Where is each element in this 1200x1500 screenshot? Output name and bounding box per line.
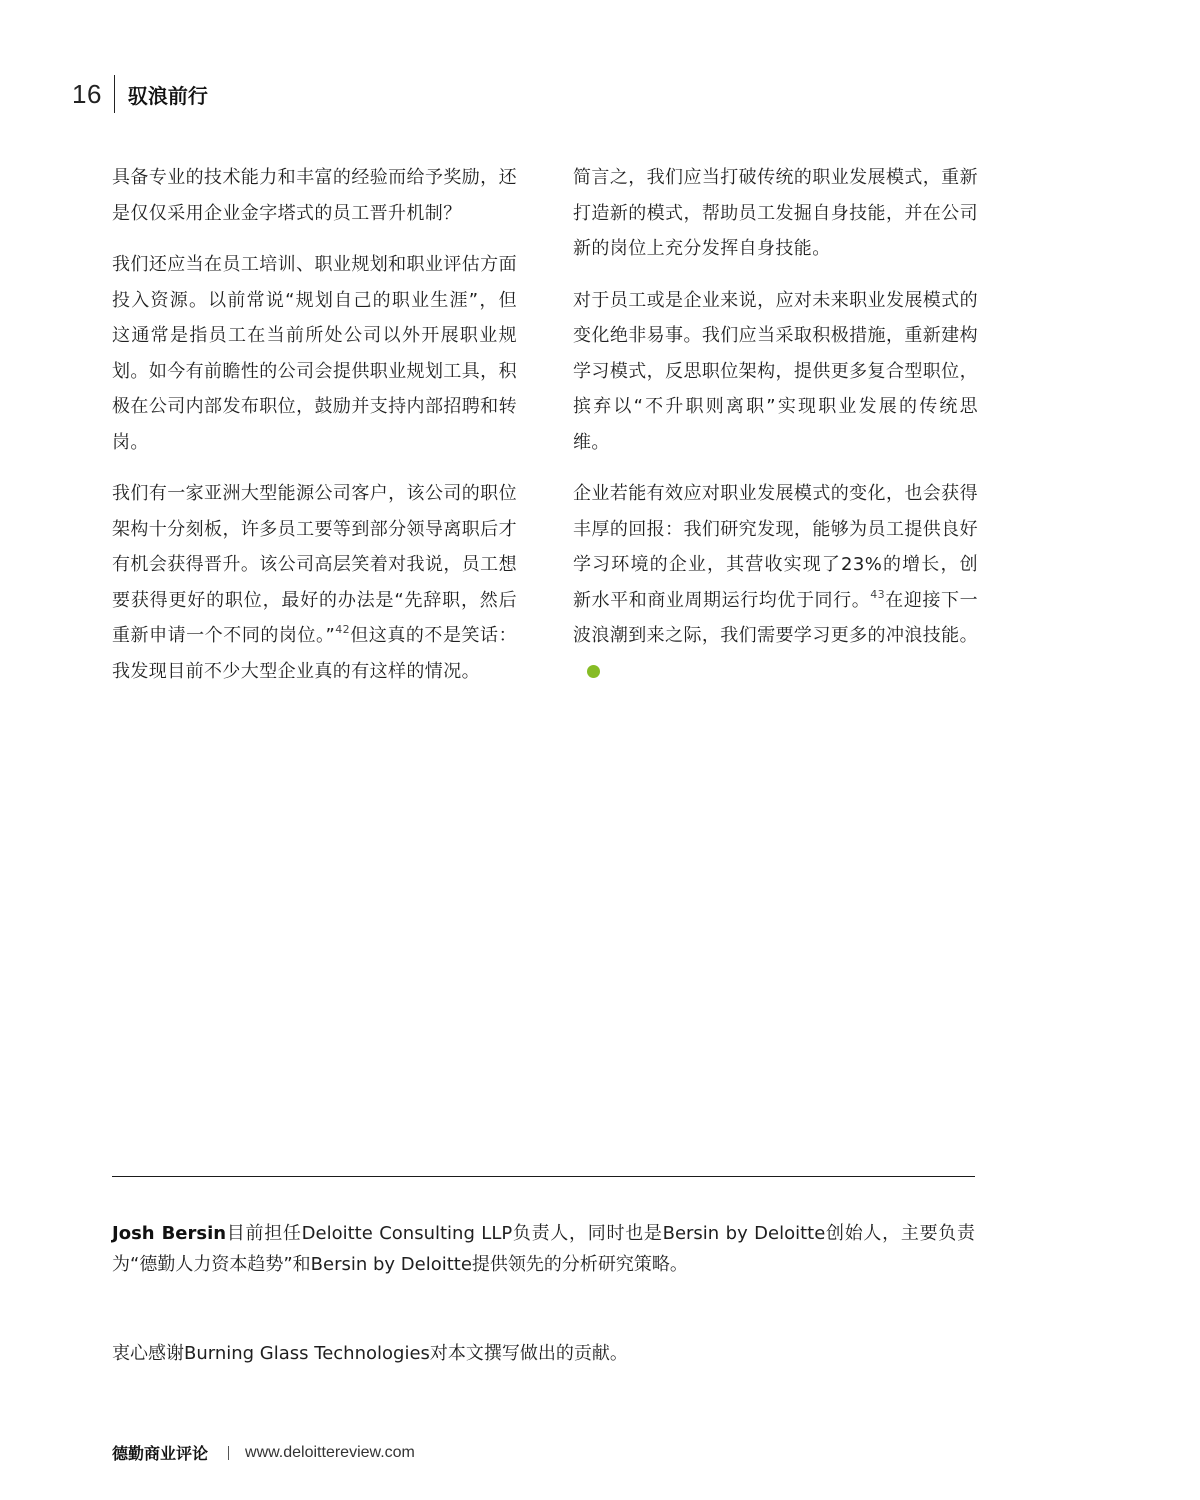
author-name: Josh Bersin — [112, 1223, 227, 1244]
page-number: 16 — [72, 78, 102, 109]
footnote-43[interactable]: 43 — [870, 587, 886, 601]
header-divider — [114, 75, 115, 113]
section-title: 驭浪前行 — [127, 83, 208, 108]
right-paragraph-3 — [573, 476, 978, 689]
footnote-42[interactable]: 42 — [335, 623, 351, 636]
right-paragraph-1: 简言之，我们应当打破传统的职业发展模式，重新打造新的模式，帮助员工发掘自身技能，并在公司新的岗位上充分发挥自身技能。 — [573, 167, 978, 259]
acknowledgement: 衷心感谢Burning Glass Technologies对本文撰写做出的贡献。 — [112, 1343, 628, 1364]
page-footer — [112, 1441, 415, 1464]
footer-url-link[interactable]: www.deloittereview.com — [245, 1443, 415, 1461]
author-bio-text: 目前担任Deloitte Consulting LLP负责人，同时也是Bersin by Deloitte创始人，主要负责为“德勤人力资本趋势”和Bersin by Deloitte提供领先的分析研究策略。 — [112, 1223, 975, 1275]
left-paragraph-1: 具备专业的技术能力和丰富的经验而给予奖励，还是仅仅采用企业金字塔式的员工晋升机制？ — [112, 167, 517, 224]
page-header — [72, 74, 208, 114]
left-paragraph-2: 我们还应当在员工培训、职业规划和职业评估方面投入资源。以前常说“规划自己的职业生涯”，但这通常是指员工在当前所处公司以外开展职业规划。如今有前瞻性的公司会提供职业规划工具，积极在公司内部发布职位，鼓励并支持内部招聘和转岗。 — [112, 254, 517, 453]
footer-divider — [228, 1446, 229, 1460]
right-column — [573, 160, 978, 705]
right-paragraph-3-text-b: 在迎接下一波浪潮到来之际，我们需要学习更多的冲浪技能。 — [573, 589, 978, 646]
left-column — [112, 160, 517, 705]
end-mark-dot-icon — [587, 665, 600, 678]
right-paragraph-3-text-a: 企业若能有效应对职业发展模式的变化，也会获得丰厚的回报：我们研究发现，能够为员工提供良好学习环境的企业，其营收实现了23%的增长，创新水平和商业周期运行均优于同行。 — [573, 483, 978, 611]
author-bio — [112, 1218, 975, 1280]
footer-brand: 德勤商业评论 — [112, 1444, 209, 1463]
bio-divider-rule — [112, 1176, 975, 1177]
left-paragraph-3-text-b: 但这真的不是笑话：我发现目前不少大型企业真的有这样的情况。 — [112, 625, 517, 682]
left-paragraph-3 — [112, 476, 517, 689]
left-paragraph-3-text-a: 我们有一家亚洲大型能源公司客户，该公司的职位架构十分刻板，许多员工要等到部分领导离职后才有机会获得晋升。该公司高层笑着对我说，员工想要获得更好的职位，最好的办法是“先辞职，然后重新申请一个不同的岗位。” — [112, 483, 517, 646]
right-paragraph-2: 对于员工或是企业来说，应对未来职业发展模式的变化绝非易事。我们应当采取积极措施，重新建构学习模式，反思职位架构，提供更多复合型职位，摈弃以“不升职则离职”实现职业发展的传统思维。 — [573, 289, 978, 453]
